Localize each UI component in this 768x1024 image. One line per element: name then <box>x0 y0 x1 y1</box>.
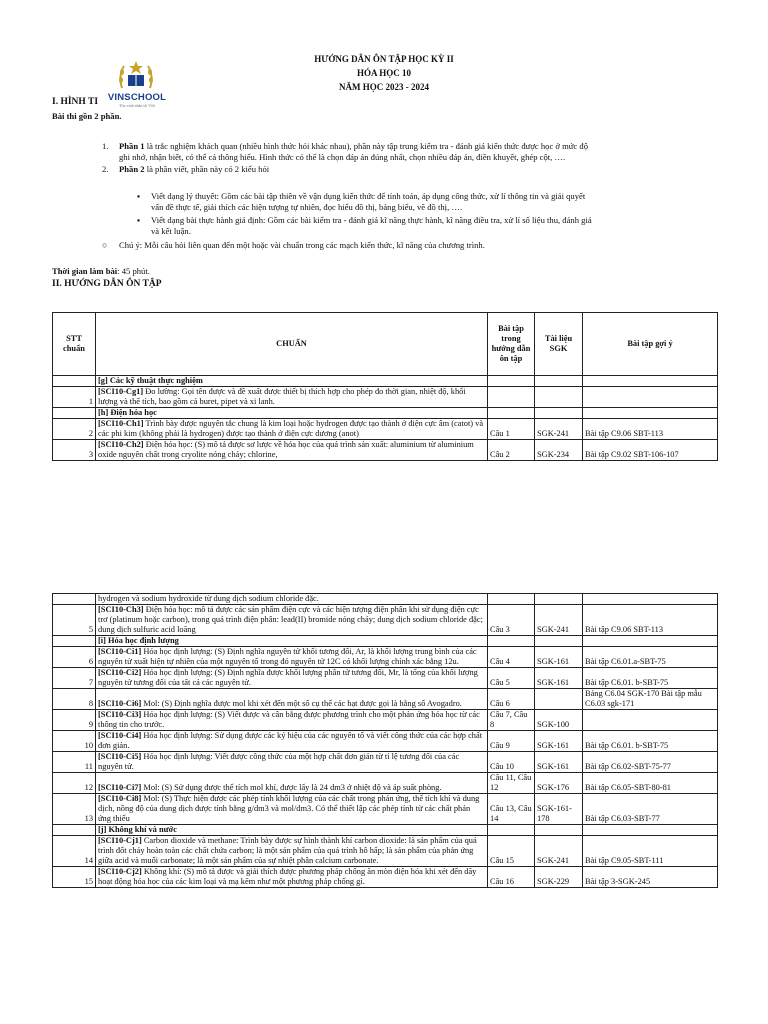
row-stt: 9 <box>53 710 96 731</box>
row-standard <box>96 794 488 825</box>
standard-text: Điện hóa học: (S) mô tả được sơ lược về hóa học của quá trình sản xuất: aluminium từ aluminium oxide nguyên chất trong cryolite nóng chảy; chlorine, <box>98 440 474 459</box>
table-body-page2 <box>53 594 718 888</box>
group-empty-cell <box>488 636 535 647</box>
table-row <box>53 752 718 773</box>
row-stt: 6 <box>53 647 96 668</box>
row-question: Câu 5 <box>488 668 535 689</box>
bullet-square-icon: ▪ <box>137 191 141 201</box>
row-stt: 13 <box>53 794 96 825</box>
part1-label: Phần 1 <box>119 141 145 151</box>
row-stt: 3 <box>53 440 96 461</box>
group-empty-cell <box>535 376 583 387</box>
standard-code: [SCI10-Ci6] <box>98 699 142 708</box>
table-row <box>53 773 718 794</box>
row-standard <box>96 668 488 689</box>
row-sgk: SGK-241 <box>535 419 583 440</box>
table-row <box>53 419 718 440</box>
standard-code: [SCI10-Ch2] <box>98 440 144 449</box>
header-baitap: Bài tập trong hướng dẫn ôn tập <box>488 313 535 376</box>
standard-text: Hóa học định lượng: (S) Định nghĩa được khối lượng phân tử tương đối, Mr, là tổng của khối lượng nguyên tử tương đối của tất cả các nguyên tử. <box>98 668 478 687</box>
group-empty-cell <box>583 825 718 836</box>
standard-code: [SCI10-Ci2] <box>98 668 142 677</box>
row-standard <box>96 710 488 731</box>
group-stt-cell <box>53 636 96 647</box>
standard-text: Hóa học định lượng: (S) Định nghĩa nguyên tử khối tương đối, Ar, là khối lượng trung bình của các nguyên tử xuất hiện tự nhiên của một nguyên tố trong đó nguyên tử 12C có khối lượng chính xác bằng 12u. <box>98 647 477 666</box>
row-question <box>488 387 535 408</box>
row-standard <box>96 752 488 773</box>
row-suggested: Bài tập C6.01.a-SBT-75 <box>583 647 718 668</box>
standard-text: Mol: (S) Sử dụng được thể tích mol khí, được lấy là 24 dm3 ở nhiệt độ và áp suất phòng. <box>141 783 442 792</box>
standard-text: Hóa học định lượng: Viết được công thức của một hợp chất đơn giản từ tỉ lệ tương đối của các nguyên tử. <box>98 752 460 771</box>
standard-code: [SCI10-Cj2] <box>98 867 142 876</box>
row-suggested: Bài tập C9.05-SBT-111 <box>583 836 718 867</box>
row-sgk: SGK-161 <box>535 647 583 668</box>
section1-heading: I. HÌNH TI <box>52 97 99 107</box>
row-stt: 1 <box>53 387 96 408</box>
row-sgk: SGK-161-178 <box>535 794 583 825</box>
bullet-circle-icon: ○ <box>102 240 108 250</box>
table-row <box>53 605 718 636</box>
standard-code: [SCI10-Ci8] <box>98 794 142 803</box>
group-stt-cell <box>53 408 96 419</box>
row-stt: 14 <box>53 836 96 867</box>
group-empty-cell <box>535 825 583 836</box>
group-empty-cell <box>488 376 535 387</box>
bullet2-line1: Viết dạng bài thực hành giả định: Gồm các bài kiểm tra - đánh giá kĩ năng thực hành, kĩ năng điều tra, xử lí số liệu thu, đánh giá <box>151 215 592 225</box>
row-sgk: SGK-161 <box>535 731 583 752</box>
standard-text: Mol: (S) Định nghĩa được mol khi xét đến một số cụ thể các hạt được gọi là hằng số Avogadro. <box>141 699 462 708</box>
standard-text: Trình bày được nguyên tắc chung là kim loại hoặc hydrogen được tạo thành ở điện cực âm (catot) và các phi kim (không phải là hydrogen) được tạo thành ở điện cực dương (anot) <box>98 419 484 438</box>
row-sgk: SGK-176 <box>535 773 583 794</box>
row-stt: 15 <box>53 867 96 888</box>
row-suggested: Bài tập C9.02 SBT-106-107 <box>583 440 718 461</box>
row-suggested <box>583 710 718 731</box>
row-stt: 5 <box>53 605 96 636</box>
standard-text: Đo lường: Gọi tên được và đề xuất được thiết bị thích hợp cho phép đo thời gian, nhiệt độ, khối lượng và thể tích, bao gồm cả buret, pipet và xi lanh. <box>98 387 466 406</box>
part1-number: 1. <box>102 141 109 151</box>
row-standard <box>96 605 488 636</box>
row-stt: 10 <box>53 731 96 752</box>
table-group-row <box>53 825 718 836</box>
row-sgk <box>535 689 583 710</box>
row-question: Câu 15 <box>488 836 535 867</box>
bullet2-line2: và kết luận. <box>151 226 191 236</box>
standard-text: Điện hóa học: mô tả được các sản phẩm điện cực và các hiện tượng điện phân khi sử dụng điện cực trơ (platinum hoặc carbon), trong quá trình điện phân: lead(II) bromide nóng chảy; dung dịch sodium chloride đặc; dung dịch sulfuric acid loãng <box>98 605 483 634</box>
row-suggested: Bảng C6.04 SGK-170 Bài tập mẫu C6.03 sgk-171 <box>583 689 718 710</box>
standard-code: [SCI10-Ci4] <box>98 731 142 740</box>
part1-line1 <box>119 141 719 152</box>
standard-code: [SCI10-Ci3] <box>98 710 142 719</box>
doc-title-line2: HÓA HỌC 10 <box>356 68 411 78</box>
row-question: Câu 11, Câu 12 <box>488 773 535 794</box>
exam-intro: Bài thi gồn 2 phần. <box>52 111 122 121</box>
row-suggested: Bài tập C6.02-SBT-75-77 <box>583 752 718 773</box>
row-sgk: SGK-161 <box>535 668 583 689</box>
table-row <box>53 668 718 689</box>
row-question: Câu 16 <box>488 867 535 888</box>
group-empty-cell <box>535 408 583 419</box>
section2-heading: II. HƯỚNG DẪN ÔN TẬP <box>52 279 162 289</box>
logo-tagline: Tôn vinh nhân tài Việt <box>119 103 155 108</box>
row-standard <box>96 387 488 408</box>
row-standard <box>96 647 488 668</box>
doc-title-line1: HƯỚNG DẪN ÔN TẬP HỌC KỲ II <box>314 54 454 64</box>
table-row-continued <box>53 594 718 605</box>
row-stt: 11 <box>53 752 96 773</box>
part2-label: Phần 2 <box>119 164 145 174</box>
time-label: Thời gian làm bài <box>52 266 118 276</box>
row-question: Câu 7, Câu 8 <box>488 710 535 731</box>
table-row <box>53 710 718 731</box>
document-page-2 <box>0 590 768 1024</box>
standard-code: [SCI10-Ci5] <box>98 752 142 761</box>
table-group-row <box>53 376 718 387</box>
standard-text: Mol: (S) Thực hiện được các phép tính khối lượng của các chất trong phản ứng, thể tích khí và dung dịch, nồng độ của dung dịch được tính bằng g/dm3 và mol/dm3. Có thể thiết lập các phép tính từ các chất phản ứng thiếu <box>98 794 480 823</box>
standard-code: [SCI10-Cg1] <box>98 387 144 396</box>
group-title: [j] Không khí và nước <box>96 825 488 836</box>
group-empty-cell <box>488 408 535 419</box>
row-sgk: SGK-229 <box>535 867 583 888</box>
table-row <box>53 731 718 752</box>
row-standard <box>96 689 488 710</box>
group-empty-cell <box>535 636 583 647</box>
logo-brand-text: VINSCHOOL <box>107 92 167 103</box>
time-value: : 45 phút. <box>117 266 150 276</box>
row-sgk <box>535 387 583 408</box>
row-question: Câu 2 <box>488 440 535 461</box>
table-row <box>53 836 718 867</box>
table-row <box>53 689 718 710</box>
group-empty-cell <box>583 376 718 387</box>
row-sgk: SGK-161 <box>535 752 583 773</box>
row-suggested: Bài tập C6.01. b-SBT-75 <box>583 731 718 752</box>
standard-text: Hóa học định lượng: (S) Viết được và cân bằng được phương trình cho một phản ứng hóa học từ các thông tin cho trước. <box>98 710 480 729</box>
table-group-row <box>53 408 718 419</box>
header-goiy: Bài tập gợi ý <box>583 313 718 376</box>
standard-code: [SCI10-Ch1] <box>98 419 144 428</box>
standard-text: Carbon dioxide và methane: Trình bày được sự hình thành khí carbon dioxide: là sản phẩm của quá trình đốt cháy hoàn toàn các chất chứa carbon; là một sản phẩm của quá trình hô hấp; là sản phẩm của phản ứng giữa acid và muối carbonate; là một sản phẩm của sự nhiệt phân calcium carbonate. <box>98 836 477 865</box>
row-suggested: Bài tập C9.06 SBT-113 <box>583 419 718 440</box>
row-question: Câu 1 <box>488 419 535 440</box>
table-row <box>53 794 718 825</box>
header-tailieu: Tài liệu SGK <box>535 313 583 376</box>
row-question: Câu 13, Câu 14 <box>488 794 535 825</box>
group-title: [h] Điện hóa học <box>96 408 488 419</box>
table-row <box>53 440 718 461</box>
table-body-page1 <box>53 376 718 461</box>
row-standard <box>96 773 488 794</box>
header-stt: STT chuẩn <box>53 313 96 376</box>
group-title: [g] Các kỹ thuật thực nghiệm <box>96 376 488 387</box>
bullet-square-icon: ▪ <box>137 215 141 225</box>
note-line: Chú ý: Mỗi câu hỏi liên quan đến một hoặc vài chuẩn trong các mạch kiến thức, kĩ năng của chương trình. <box>119 240 485 250</box>
table-group-row <box>53 636 718 647</box>
row-question: Câu 3 <box>488 605 535 636</box>
table-row <box>53 867 718 888</box>
row-standard <box>96 731 488 752</box>
standard-code: [SCI10-Ch3] <box>98 605 144 614</box>
part2-text: là phần viết, phần này có 2 kiểu hỏi <box>144 164 270 174</box>
bullet1-line2: vấn đề thực tế, giải thích các hiện tượng tự nhiên, đọc hiểu đồ thị, bảng biểu, vẽ đồ thị, …. <box>151 202 463 212</box>
header-chuan: CHUẨN <box>96 313 488 376</box>
row-sgk: SGK-241 <box>535 605 583 636</box>
standard-code: [SCI10-Ci7] <box>98 783 142 792</box>
row-suggested: Bài tập 3-SGK-245 <box>583 867 718 888</box>
row-question: Câu 4 <box>488 647 535 668</box>
group-empty-cell <box>488 825 535 836</box>
row-sgk: SGK-234 <box>535 440 583 461</box>
group-stt-cell <box>53 376 96 387</box>
row-stt: 8 <box>53 689 96 710</box>
table-row <box>53 387 718 408</box>
part2-line <box>119 164 719 175</box>
standard-text: Không khí: (S) mô tả được và giải thích được phương pháp chống ăn mòn điện hóa khi xét đến dãy hoạt động hóa học của các kim loại và mạ kẽm như một phương pháp chống gỉ. <box>98 867 477 886</box>
part2-number: 2. <box>102 164 109 174</box>
group-empty-cell <box>583 408 718 419</box>
row-standard <box>96 836 488 867</box>
group-empty-cell <box>583 636 718 647</box>
row-stt: 2 <box>53 419 96 440</box>
row-standard <box>96 440 488 461</box>
row-question: Câu 10 <box>488 752 535 773</box>
standards-table-page2 <box>52 593 718 888</box>
row-stt: 7 <box>53 668 96 689</box>
row-stt: 12 <box>53 773 96 794</box>
standards-table-page1 <box>52 312 718 461</box>
row-suggested: Bài tập C9.06 SBT-113 <box>583 605 718 636</box>
table-row <box>53 647 718 668</box>
standard-code: [SCI10-Ci1] <box>98 647 142 656</box>
row-suggested: Bài tập C6.01. b-SBT-75 <box>583 668 718 689</box>
row-standard <box>96 867 488 888</box>
standard-text: Hóa học định lượng: Sử dụng được các ký hiệu của các nguyên tố và viết công thức của các hợp chất đơn giản. <box>98 731 483 750</box>
row-question: Câu 9 <box>488 731 535 752</box>
group-title: [i] Hóa học định lượng <box>96 636 488 647</box>
continued-text: hydrogen và sodium hydroxide từ dung dịch sodium chloride đặc. <box>96 594 488 605</box>
table-header-row <box>53 313 718 376</box>
row-sgk: SGK-100 <box>535 710 583 731</box>
doc-title-line3: NĂM HỌC 2023 - 2024 <box>339 82 429 92</box>
group-stt-cell <box>53 825 96 836</box>
row-suggested <box>583 387 718 408</box>
row-sgk: SGK-241 <box>535 836 583 867</box>
row-suggested: Bài tập C6.05-SBT-80-81 <box>583 773 718 794</box>
row-standard <box>96 419 488 440</box>
row-question: Câu 6 <box>488 689 535 710</box>
bullet1-line1: Viết dạng lý thuyết: Gồm các bài tập thiên về vận dụng kiến thức để tính toán, áp dụng công thức, xử lí thông tin và giải quyết <box>151 191 586 201</box>
part1-text: là trắc nghiệm khách quan (nhiều hình thức hỏi khác nhau), phần này tập trung kiểm tra - đánh giá kiến thức được học ở mức độ <box>144 141 588 151</box>
time-line <box>52 266 150 277</box>
standard-code: [SCI10-Cj1] <box>98 836 142 845</box>
part1-line2: ghi nhớ, nhận biết, có thể cả thông hiểu. Hình thức có thể là chọn đáp án đúng nhất, chọn nhiều đáp án, điền khuyết, ghép cột, …. <box>119 152 566 162</box>
row-suggested: Bài tập C6.03-SBT-77 <box>583 794 718 825</box>
